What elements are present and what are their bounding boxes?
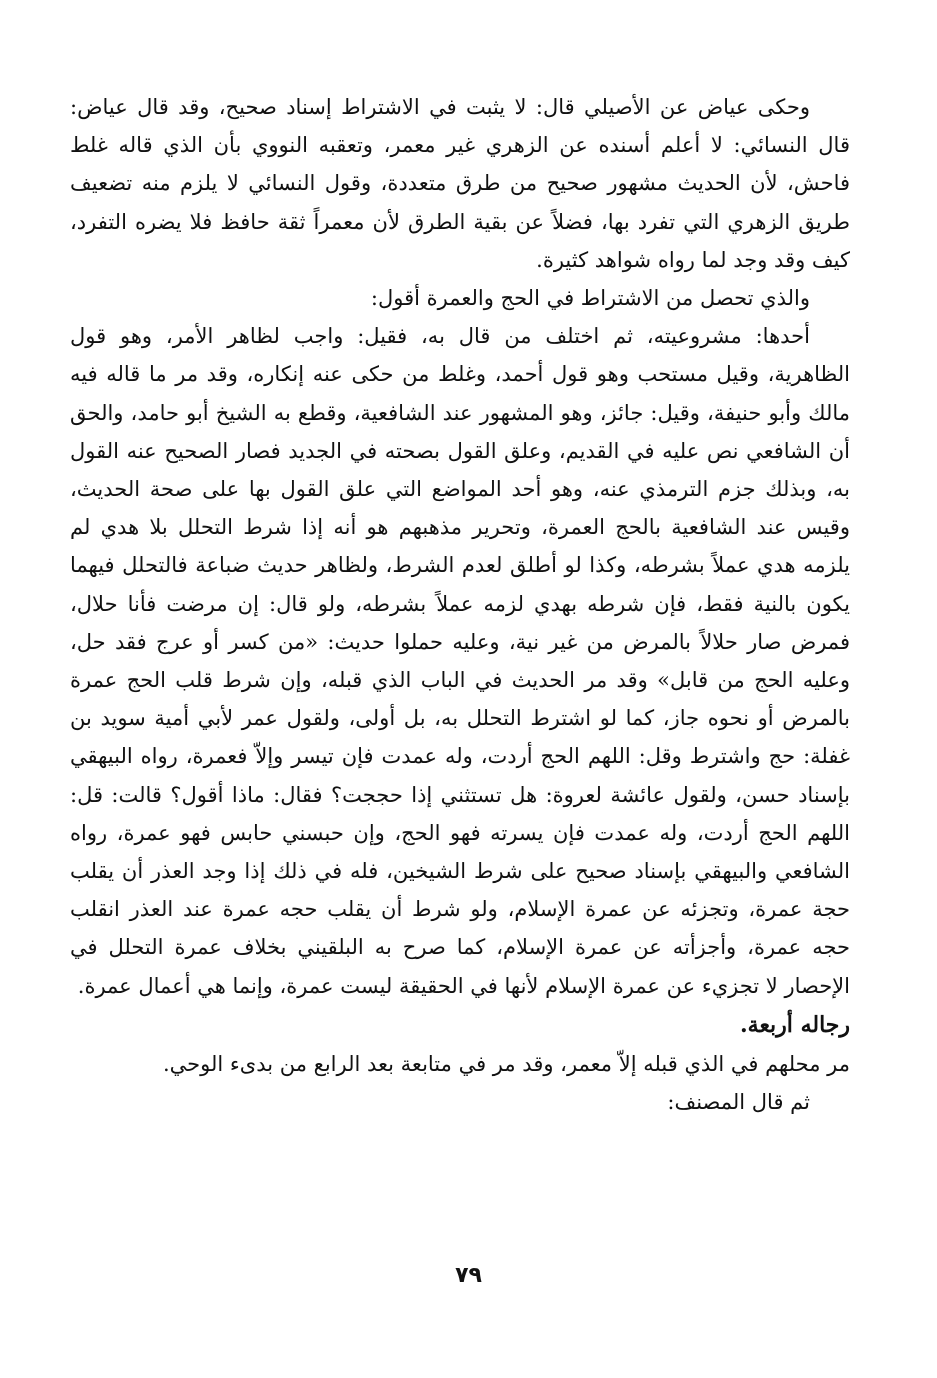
page-body [70, 88, 850, 1121]
paragraph-first-point: أحدها: مشروعيته، ثم اختلف من قال به، فقيل: واجب لظاهر الأمر، وهو قول الظاهرية، وقيل مستحب وهو قول أحمد، وغلط من حكى عنه إنكاره، وقد مر ما قاله فيه مالك وأبو حنيفة، وقيل: جائز، وهو المشهور عند الشافعية، وقطع به الشيخ أبو حامد، والحق أن الشافعي نص عليه في القديم، وعلق القول بصحته في الجديد فصار الصحيح عنه القول به، وبذلك جزم الترمذي عنه، وهو أحد المواضع التي علق القول بها على صحة الحديث، وقيس عند الشافعية بالحج العمرة، وتحرير مذهبهم هو أنه إذا شرط التحلل بلا هدي لم يلزمه هدي عملاً بشرطه، وكذا لو أطلق لعدم الشرط، ولظاهر حديث ضباعة فالتحلل فيهما يكون بالنية فقط، فإن شرطه بهدي لزمه عملاً بشرطه، ولو قال: إن مرضت فأنا حلال، فمرض صار حلالاً بالمرض من غير نية، وعليه حملوا حديث: «من كسر أو عرج فقد حل، وعليه الحج من قابل» وقد مر الحديث في الباب الذي قبله، وإن شرط قلب الحج عمرة بالمرض أو نحوه جاز، كما لو اشترط التحلل به، بل أولى، ولقول عمر لأبي أمية سويد بن غفلة: حج واشترط وقل: اللهم الحج أردت، وله عمدت فإن تيسر وإلاّ فعمرة، رواه البيهقي بإسناد حسن، ولقول عائشة لعروة: هل تستثني إذا حججت؟ فقال: ماذا أقول؟ قالت: قل: اللهم الحج أردت، وله عمدت فإن يسرته فهو الحج، وإن حبسني حابس فهو عمرة، رواه الشافعي والبيهقي بإسناد صحيح على شرط الشيخين، فله في ذلك إذا وجد العذر أن يقلب حجة عمرة، وتجزئه عن عمرة الإسلام، ولو شرط أن يقلب حجه عمرة عند العذر انقلب حجه عمرة، وأجزأته عن عمرة الإسلام، كما صرح به البلقيني بخلاف عمرة التحلل في الإحصار لا تجزيء عن عمرة الإسلام لأنها في الحقيقة ليست عمرة، وإنما هي أعمال عمرة. [70, 324, 850, 998]
paragraph-narrators: مر محلهم في الذي قبله إلاّ معمر، وقد مر في متابعة بعد الرابع من بدىء الوحي. [162, 1051, 850, 1076]
section-heading-narrators: رجاله أربعة. [739, 1011, 850, 1038]
paragraph-closing: ثم قال المصنف: [667, 1090, 810, 1115]
page-number: ٧٩ [455, 1263, 482, 1288]
paragraph-ayad-quote: وحكى عياض عن الأصيلي قال: لا يثبت في الاشتراط إسناد صحيح، وقد قال عياض: قال النسائي: لا أعلم أسنده عن الزهري غير معمر، وتعقبه النووي بأن الذي قاله غلط فاحش، لأن الحديث مشهور صحيح من طرق متعددة، وقول النسائي لا يلزم منه تضعيف طريق الزهري التي تفرد بها، فضلاً عن بقية الطرق لأن معمراً ثقة حافظ فلا يضره التفرد، كيف وقد وجد لما رواه شواهد كثيرة. [70, 95, 850, 272]
paragraph-summary-intro: والذي تحصل من الاشتراط في الحج والعمرة أقول: [370, 286, 810, 311]
